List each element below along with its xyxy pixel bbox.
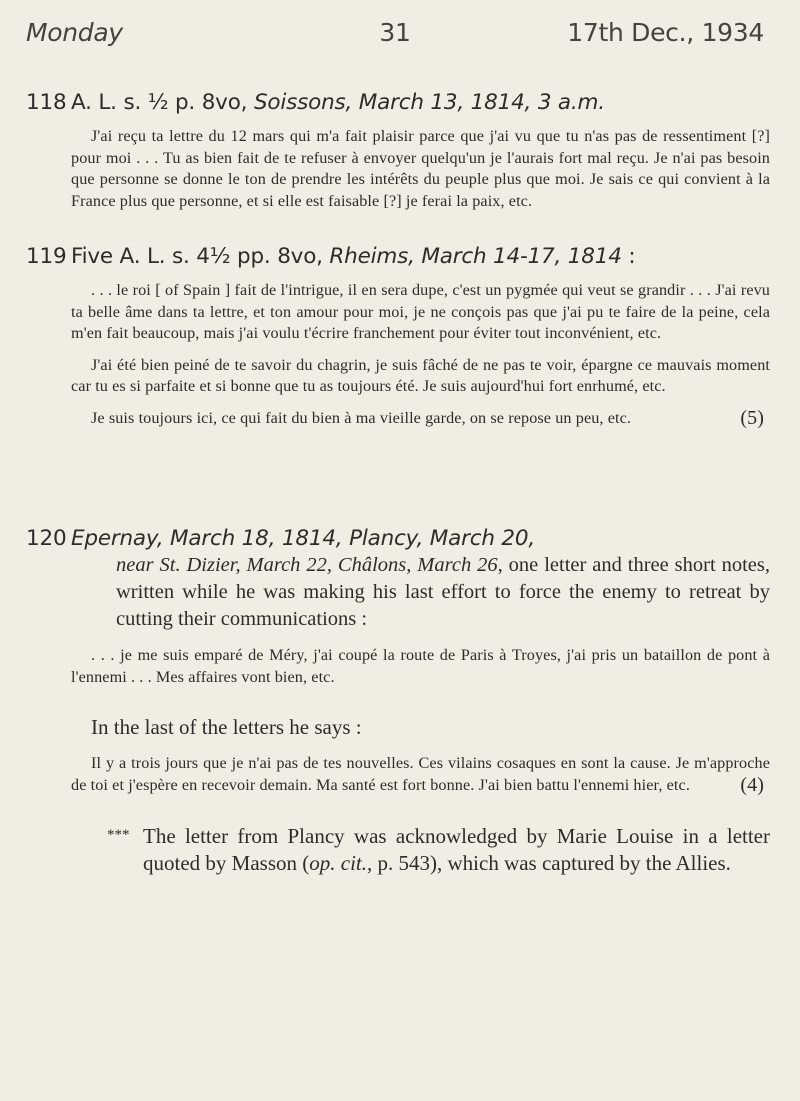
page-header xyxy=(26,18,764,58)
lot-number: 119 xyxy=(26,244,67,269)
letter-excerpt: J'ai été bien peiné de te savoir du chagrin, je suis fâché de ne pas te voir, épargne ce mauvais moment car tu es si parfaite et si bonne que tu as toujours été. Je suis aujourd'hui fort enrhumé, etc. xyxy=(71,355,770,395)
lot-heading xyxy=(26,90,770,116)
footnote: *** The letter from Plancy was acknowledged by Marie Louise in a letter quoted by Masson (op. cit., p. 543), which was captured by the Allies. xyxy=(107,824,770,875)
letter-excerpt: . . . je me suis emparé de Méry, j'ai coupé la route de Paris à Troyes, j'ai pris un bataillon de pont à l'ennemi . . . Mes affaires vont bien, etc. xyxy=(71,646,770,686)
item-count: (4) xyxy=(740,773,764,796)
lot-description-continued: near St. Dizier, March 22, Châlons, March 26, one letter and three short notes, written while he was making his last effort to force the enemy to retreat by cutting their communications : xyxy=(116,554,770,630)
lot-120 xyxy=(26,526,770,877)
lot-heading xyxy=(26,244,770,270)
page-number: 31 xyxy=(379,18,411,47)
header-day: Monday xyxy=(26,18,123,47)
letter-excerpt: J'ai reçu ta lettre du 12 mars qui m'a fait plaisir parce que j'ai vu que tu n'as pas de ressentiment [?] pour moi . . . Tu as bien fait de te refuser à envoyer quelqu'un je l'aurais fort mal reçu. Je n'ai pas besoin que personne se donne le ton de prendre les intérêts du peuple plus que moi. Je sais ce qui convient à la France plus que personne, et si elle est faisable [?] je ferai la paix, etc. xyxy=(71,127,770,210)
lot-number: 118 xyxy=(26,90,67,115)
lot-number: 120 xyxy=(26,526,67,551)
letter-excerpt: Je suis toujours ici, ce qui fait du bien à ma vieille garde, on se repose un peu, etc. (5) xyxy=(91,406,764,429)
lot-118 xyxy=(26,90,770,212)
lot-description: Five A. L. s. 4½ pp. 8vo, Rheims, March 14-17, 1814 : xyxy=(71,244,636,269)
editorial-note: In the last of the letters he says : xyxy=(91,715,362,739)
lot-description: A. L. s. ½ p. 8vo, Soissons, March 13, 1814, 3 a.m. xyxy=(71,90,605,115)
item-count: (5) xyxy=(740,406,764,429)
header-date: 17th Dec., 1934 xyxy=(567,18,764,47)
letter-excerpt: Il y a trois jours que je n'ai pas de tes nouvelles. Ces vilains cosaques en sont la cause. Je m'approche de toi et j'espère en recevoir demain. Ma santé est fort bonne. J'ai bien battu l'ennemi hier, etc. (4) xyxy=(71,754,770,796)
letter-excerpt: . . . le roi [ of Spain ] fait de l'intrigue, il en sera dupe, c'est un pygmée qui veut se grandir . . . J'ai revu ta belle âme dans ta lettre, et ton amour pour moi, je ne conçois pas que j'ai pu te faire de la peine, cela m'en fait beaucoup, mais j'ai voulu t'écrire franchement pour éviter tout inconvénient, etc. xyxy=(71,281,770,342)
lot-heading xyxy=(26,526,770,552)
footnote-mark: *** xyxy=(107,827,130,843)
lot-119 xyxy=(26,244,770,429)
lot-description: Epernay, March 18, 1814, Plancy, March 20, xyxy=(71,526,536,551)
